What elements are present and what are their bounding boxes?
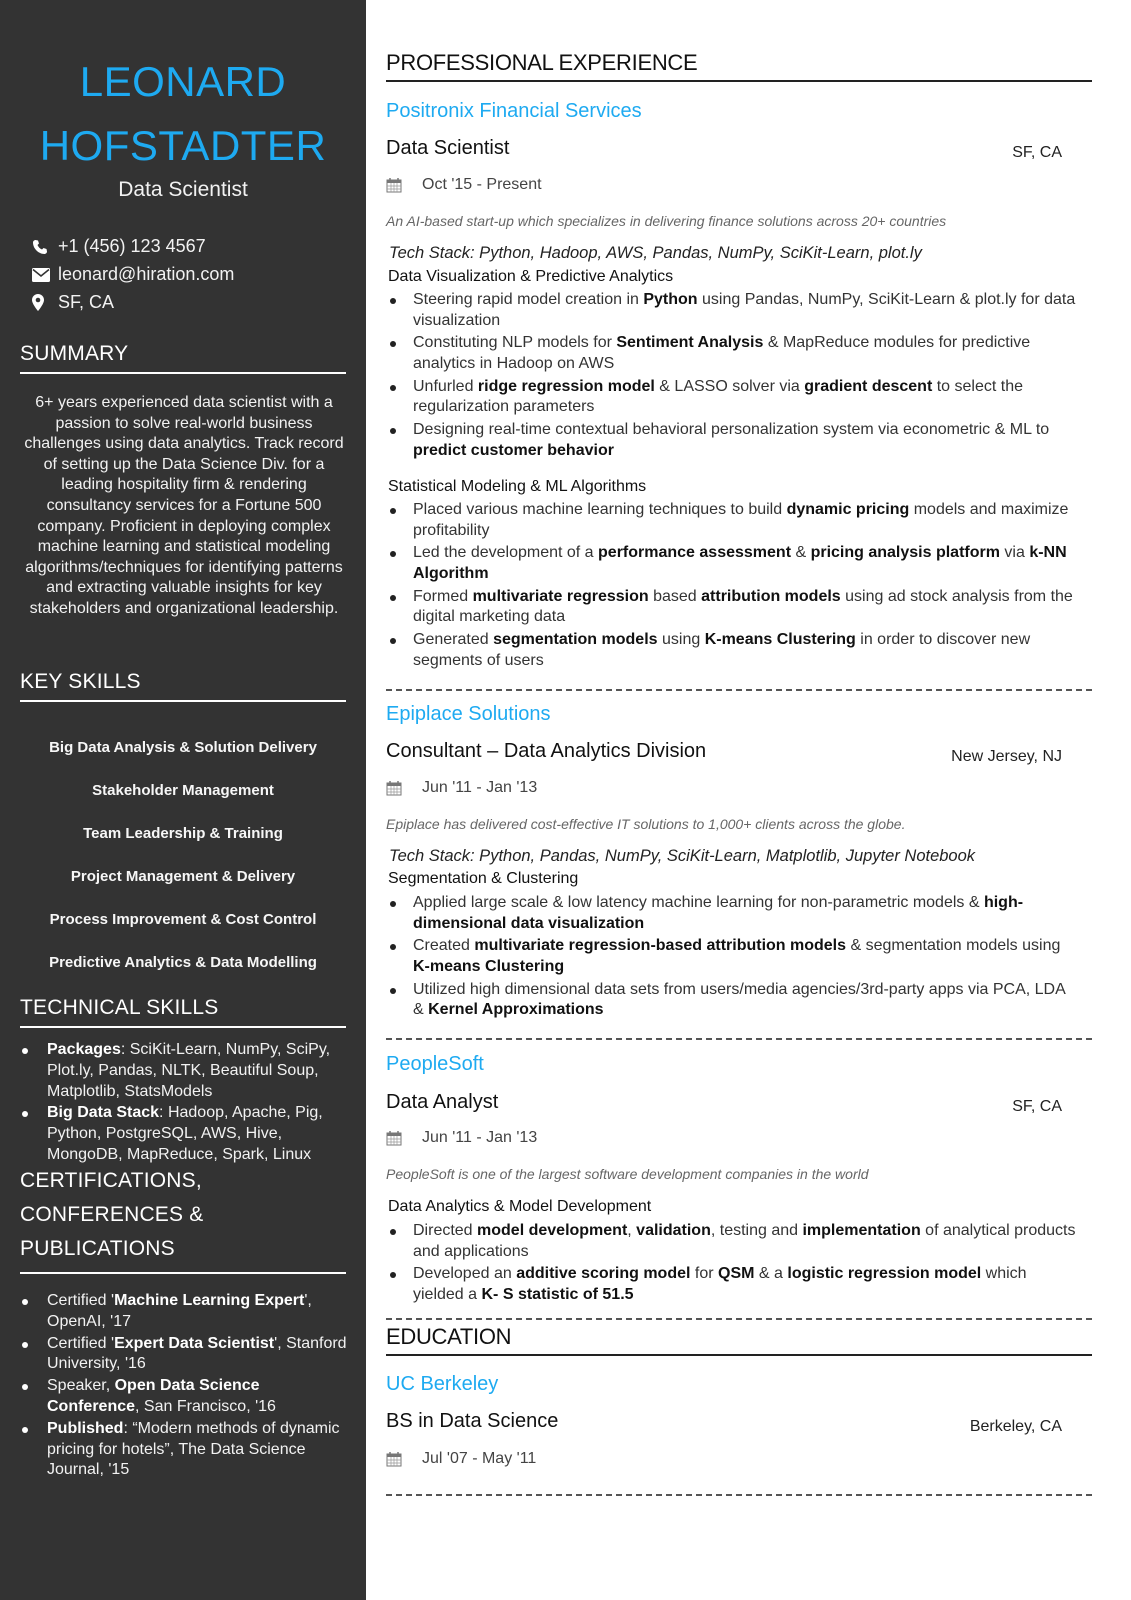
certifications-heading-line: PUBLICATIONS	[20, 1237, 175, 1260]
bullet-item	[386, 420, 1076, 462]
skill-category: Big Data Stack	[47, 1104, 160, 1122]
bullet-text: Constituting NLP models for	[413, 334, 617, 352]
contact-phone	[32, 236, 206, 257]
bullet-text: via	[999, 544, 1030, 562]
calendar-icon	[386, 177, 422, 193]
company-name: PeopleSoft	[386, 1053, 484, 1075]
bullet-text: Created	[413, 937, 475, 955]
job-role: Data Scientist	[386, 137, 510, 159]
bullet-highlight: ridge regression model	[477, 377, 655, 395]
technical-skills-list	[20, 1040, 350, 1167]
key-skill-item: Project Management & Delivery	[70, 868, 296, 885]
tech-stack: Tech Stack: Python, Hadoop, AWS, Pandas, NumPy, SciKit-Learn, plot.ly	[389, 244, 922, 262]
school-name: UC Berkeley	[386, 1373, 499, 1395]
bullet-item	[386, 290, 1076, 332]
bullet-highlight: high-dimensional data visualization	[413, 894, 1024, 932]
key-skill-item: Team Leadership & Training	[83, 825, 283, 842]
calendar-icon	[386, 1451, 422, 1467]
phone-icon	[32, 239, 58, 255]
bullet-highlight: model development	[477, 1222, 628, 1239]
bullet-highlight: logistic regression model	[787, 1265, 982, 1283]
bullet-highlight: predict customer behavior	[413, 441, 614, 459]
education-heading: EDUCATION	[386, 1324, 1092, 1356]
technical-skill-item	[20, 1040, 350, 1102]
company-name: Positronix Financial Services	[386, 100, 642, 122]
job-dates	[386, 779, 537, 797]
bullet-item	[386, 500, 1076, 542]
key-skills-heading: KEY SKILLS	[20, 670, 346, 702]
calendar-icon	[386, 780, 422, 796]
responsibility-group-title: Data Visualization & Predictive Analytics	[388, 268, 674, 285]
bullet-text: models and maximize profitability	[413, 501, 1069, 539]
degree: BS in Data Science	[386, 1410, 559, 1432]
bullet-text: using ad stock analysis from the digital marketing data	[413, 587, 1073, 626]
company-description: An AI-based start-up which specializes in delivering finance solutions across 20+ countries	[386, 213, 947, 229]
bullet-text: Utilized high dimensional data sets from users/media agencies/3rd-party apps via PCA, LDA &	[413, 980, 1065, 1019]
bullet-text: Directed	[413, 1222, 478, 1239]
contact-location	[32, 292, 114, 313]
bullet-item	[386, 980, 1076, 1022]
bullet-highlight: multivariate regression	[472, 587, 649, 605]
date-range: Jun '11 - Jan '13	[422, 1129, 538, 1146]
summary-heading: SUMMARY	[20, 342, 346, 374]
bullet-text: of analytical products and applications	[413, 1222, 1076, 1260]
bullet-text: using Pandas, NumPy, SciKit-Learn & plot.ly for data visualization	[413, 291, 1076, 329]
cert-text: : “Modern methods of dynamic pricing for hotels”, The Data Science Journal, '15	[47, 1419, 340, 1479]
bullet-text: & LASSO solver via	[654, 377, 805, 395]
bullet-item	[386, 1264, 1076, 1306]
contact-email	[32, 264, 234, 285]
job-location: SF, CA	[1012, 1098, 1062, 1115]
job-dates	[386, 176, 542, 194]
bullet-item	[386, 333, 1076, 375]
candidate-first-name: LEONARD	[79, 58, 287, 105]
company-name: Epiplace Solutions	[386, 703, 551, 725]
calendar-icon	[386, 1130, 422, 1146]
date-range: Jun '11 - Jan '13	[422, 779, 538, 796]
bullet-highlight: attribution models	[701, 587, 841, 605]
divider	[386, 689, 1092, 691]
certification-item	[20, 1419, 350, 1481]
cert-text: Speaker,	[47, 1377, 115, 1395]
divider	[386, 1038, 1092, 1040]
bullet-text: & a	[754, 1265, 788, 1283]
job-dates	[386, 1129, 537, 1147]
bullet-item	[386, 893, 1076, 935]
bullet-highlight: K-means Clustering	[704, 630, 856, 648]
main-content	[386, 0, 1092, 1600]
skill-category: Packages	[47, 1041, 121, 1058]
bullet-text: using	[657, 630, 705, 648]
bullet-text: ,	[627, 1222, 637, 1239]
summary-text: 6+ years experienced data scientist with a passion to solve real-world business challenges using data analytics. Track record of setting up the Data Science Div. for a leading hospitality firm & rendering consultancy services for a Fortune 500 company. Proficient in deploying complex machine learning and statistical modeling algorithms/techniques for identifying patterns and extracting valuable insights for key stakeholders and organizational leadership.	[24, 394, 344, 617]
experience-heading: PROFESSIONAL EXPERIENCE	[386, 50, 1092, 82]
bullet-item	[386, 936, 1076, 978]
bullet-highlight: segmentation models	[493, 630, 658, 648]
bullet-text: Led the development of a	[413, 544, 599, 562]
bullet-text: in order to discover new segments of users	[413, 630, 1031, 669]
bullet-item	[386, 587, 1076, 629]
sidebar	[0, 0, 366, 1600]
responsibility-group-title: Statistical Modeling & ML Algorithms	[388, 478, 647, 495]
bullet-highlight: Kernel Approximations	[428, 1001, 604, 1019]
bullet-text: Designing real-time contextual behavioral personalization system via econometric & ML to	[413, 420, 1050, 438]
cert-highlight: Expert Data Scientist	[114, 1334, 275, 1352]
job-role: Data Analyst	[386, 1091, 499, 1113]
date-range: Oct '15 - Present	[422, 176, 542, 193]
certification-item	[20, 1291, 350, 1333]
education-dates	[386, 1450, 536, 1468]
candidate-last-name: HOFSTADTER	[39, 122, 327, 169]
bullet-highlight: k-NN Algorithm	[413, 544, 1067, 583]
bullet-item	[386, 543, 1076, 585]
certifications-heading	[20, 1164, 346, 1274]
job-location: New Jersey, NJ	[951, 748, 1062, 765]
bullet-highlight: Sentiment Analysis	[616, 334, 764, 352]
map-pin-icon	[32, 294, 58, 311]
bullet-text: Steering rapid model creation in	[413, 291, 644, 308]
bullet-text: Applied large scale & low latency machine learning for non-parametric models &	[413, 894, 984, 911]
key-skill-item: Stakeholder Management	[92, 782, 274, 799]
bullet-text: Developed an	[413, 1265, 517, 1283]
bullet-list	[386, 500, 1076, 673]
key-skill-item: Process Improvement & Cost Control	[49, 911, 317, 928]
bullet-item	[386, 1221, 1076, 1263]
cert-highlight: Machine Learning Expert	[114, 1292, 305, 1309]
company-description: Epiplace has delivered cost-effective IT solutions to 1,000+ clients across the globe.	[386, 816, 906, 832]
certifications-heading-line: CERTIFICATIONS,	[20, 1169, 202, 1192]
bullet-list	[386, 1221, 1076, 1308]
cert-highlight: Published	[47, 1419, 124, 1437]
key-skill-item: Predictive Analytics & Data Modelling	[49, 954, 317, 971]
cert-text: ', Stanford University, '16	[47, 1334, 347, 1373]
technical-skill-item	[20, 1103, 350, 1165]
skill-values: : Hadoop, Apache, Pig, Python, PostgreSQL, AWS, Hive, MongoDB, MapReduce, Spark, Linux	[47, 1104, 323, 1163]
responsibility-group-title: Segmentation & Clustering	[388, 870, 579, 887]
bullet-text: & MapReduce modules for predictive analytics in Hadoop on AWS	[413, 334, 1031, 373]
bullet-text: Unfurled	[413, 377, 478, 395]
bullet-text: Formed	[413, 587, 473, 605]
school-location: Berkeley, CA	[969, 1418, 1062, 1435]
cert-text: Certified '	[47, 1292, 115, 1309]
bullet-highlight: QSM	[718, 1265, 755, 1283]
bullet-highlight: performance assessment	[598, 544, 792, 562]
date-range: Jul '07 - May '11	[422, 1450, 537, 1467]
bullet-highlight: implementation	[802, 1222, 921, 1239]
cert-text: ', OpenAI, '17	[47, 1292, 312, 1330]
bullet-text: & segmentation models using	[846, 937, 1061, 955]
bullet-text: &	[791, 544, 811, 562]
bullet-highlight: multivariate regression-based attribution models	[474, 937, 847, 955]
bullet-highlight: dynamic pricing	[786, 501, 910, 518]
candidate-title: Data Scientist	[118, 178, 248, 201]
location-text: SF, CA	[58, 292, 115, 312]
bullet-highlight: Python	[643, 291, 698, 308]
bullet-highlight: validation	[636, 1222, 711, 1239]
job-location: SF, CA	[1012, 144, 1062, 161]
phone-number[interactable]: +1 (456) 123 4567	[58, 236, 206, 256]
bullet-text: Placed various machine learning techniques to build	[413, 501, 787, 518]
tech-stack: Tech Stack: Python, Pandas, NumPy, SciKit-Learn, Matplotlib, Jupyter Notebook	[389, 847, 976, 865]
bullet-text: which yielded a	[413, 1265, 1027, 1304]
job-role: Consultant – Data Analytics Division	[386, 740, 707, 762]
skill-values: : SciKit-Learn, NumPy, SciPy, Plot.ly, Pandas, NLTK, Beautiful Soup, Matplotlib, StatsModels	[47, 1041, 331, 1100]
bullet-item	[386, 630, 1076, 672]
key-skill-item: Big Data Analysis & Solution Delivery	[49, 739, 317, 756]
bullet-highlight: pricing analysis platform	[810, 544, 1000, 562]
bullet-text: , testing and	[710, 1222, 803, 1239]
responsibility-group-title: Data Analytics & Model Development	[388, 1198, 652, 1215]
bullet-item	[386, 377, 1076, 419]
bullet-highlight: K-means Clustering	[413, 958, 565, 976]
bullet-text: for	[690, 1265, 719, 1283]
bullet-text: based	[648, 587, 702, 605]
cert-highlight: Open Data Science Conference	[47, 1377, 260, 1415]
bullet-highlight: gradient descent	[804, 377, 933, 395]
divider	[386, 1318, 1092, 1320]
technical-skills-heading: TECHNICAL SKILLS	[20, 996, 346, 1028]
bullet-list	[386, 893, 1076, 1023]
divider	[386, 1494, 1092, 1496]
cert-text: , San Francisco, '16	[135, 1397, 276, 1415]
email-address[interactable]: leonard@hiration.com	[58, 264, 235, 284]
cert-text: Certified '	[47, 1334, 115, 1352]
bullet-text: Generated	[413, 630, 494, 648]
bullet-highlight: additive scoring model	[516, 1265, 691, 1283]
bullet-highlight: K- S statistic of 51.5	[481, 1286, 634, 1304]
certification-item	[20, 1376, 350, 1418]
certifications-list	[20, 1291, 350, 1482]
certifications-heading-line: CONFERENCES &	[20, 1203, 204, 1226]
bullet-list	[386, 290, 1076, 463]
certification-item	[20, 1334, 350, 1376]
bullet-text: to select the regularization parameters	[413, 377, 1023, 416]
company-description: PeopleSoft is one of the largest software development companies in the world	[386, 1166, 869, 1182]
envelope-icon	[32, 268, 58, 282]
